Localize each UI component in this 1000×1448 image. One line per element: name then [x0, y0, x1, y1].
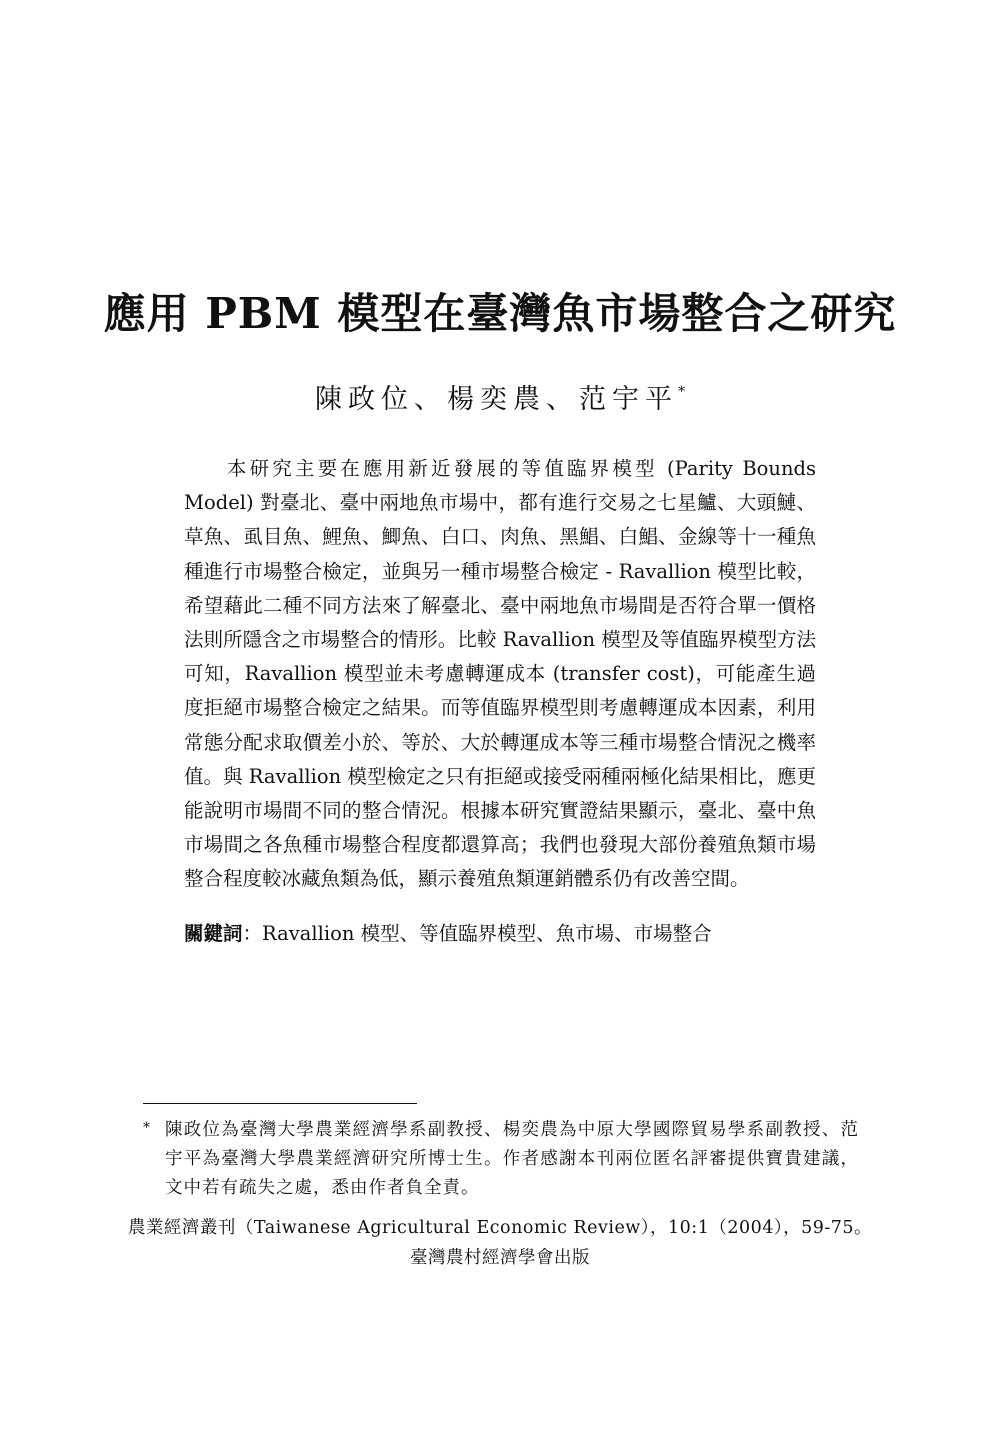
keywords-label: 關鍵詞 — [184, 922, 243, 945]
keywords-separator: ： — [242, 922, 263, 945]
keywords-terms: Ravallion 模型、等值臨界模型、魚市場、市場整合 — [262, 922, 712, 945]
keywords-line — [184, 918, 816, 950]
author-footnote-mark: * — [678, 384, 685, 400]
footnote-text: 陳政位為臺灣大學農業經濟學系副教授、楊奕農為中原大學國際貿易學系副教授、范宇平為臺灣大學農業經濟研究所博士生。作者感謝本刊兩位匿名評審提供寶貴建議，文中若有疏失之處，悉由作者負全責。 — [165, 1120, 859, 1198]
journal-publisher: 臺灣農村經濟學會出版 — [410, 1248, 590, 1268]
footnote-divider — [143, 1103, 417, 1104]
abstract-paragraph: 本研究主要在應用新近發展的等值臨界模型 (Parity Bounds Model) 對臺北、臺中兩地魚市場中，都有進行交易之七星鱸、大頭鰱、草魚、虱目魚、鯉魚、鯽魚、白口、肉魚、黑鯧、白鯧、金線等十一種魚種進行市場整合檢定，並與另一種市場整合檢定 - Ravallion 模型比較，希望藉此二種不同方法來了解臺北、臺中兩地魚市場間是否符合單一價格法則所隱含之市場整合的情形。比較 Ravallion 模型及等值臨界模型方法可知，Ravallion 模型並未考慮轉運成本 (transfer cost)，可能產生過度拒絕市場整合檢定之結果。而等值臨界模型則考慮轉運成本因素，利用常態分配求取價差小於、等於、大於轉運成本等三種市場整合情況之機率值。與 Ravallion 模型檢定之只有拒絕或接受兩種兩極化結果相比，應更能說明市場間不同的整合情況。根據本研究實證結果顯示，臺北、臺中魚市場間之各魚種市場整合程度都還算高；我們也發現大部份養殖魚類市場整合程度較冰藏魚類為低，顯示養殖魚類運銷體系仍有改善空間。 — [184, 457, 816, 891]
author-line — [0, 372, 1000, 420]
footnote-mark: * — [143, 1120, 151, 1136]
paper-title: 應用 PBM 模型在臺灣魚市場整合之研究 — [103, 289, 897, 338]
author-footnote — [143, 1116, 859, 1203]
author-names: 陳政位、楊奕農、范宇平 — [315, 384, 678, 415]
journal-citation: 農業經濟叢刊（Taiwanese Agricultural Economic Review），10:1（2004），59-75。 — [127, 1218, 873, 1238]
